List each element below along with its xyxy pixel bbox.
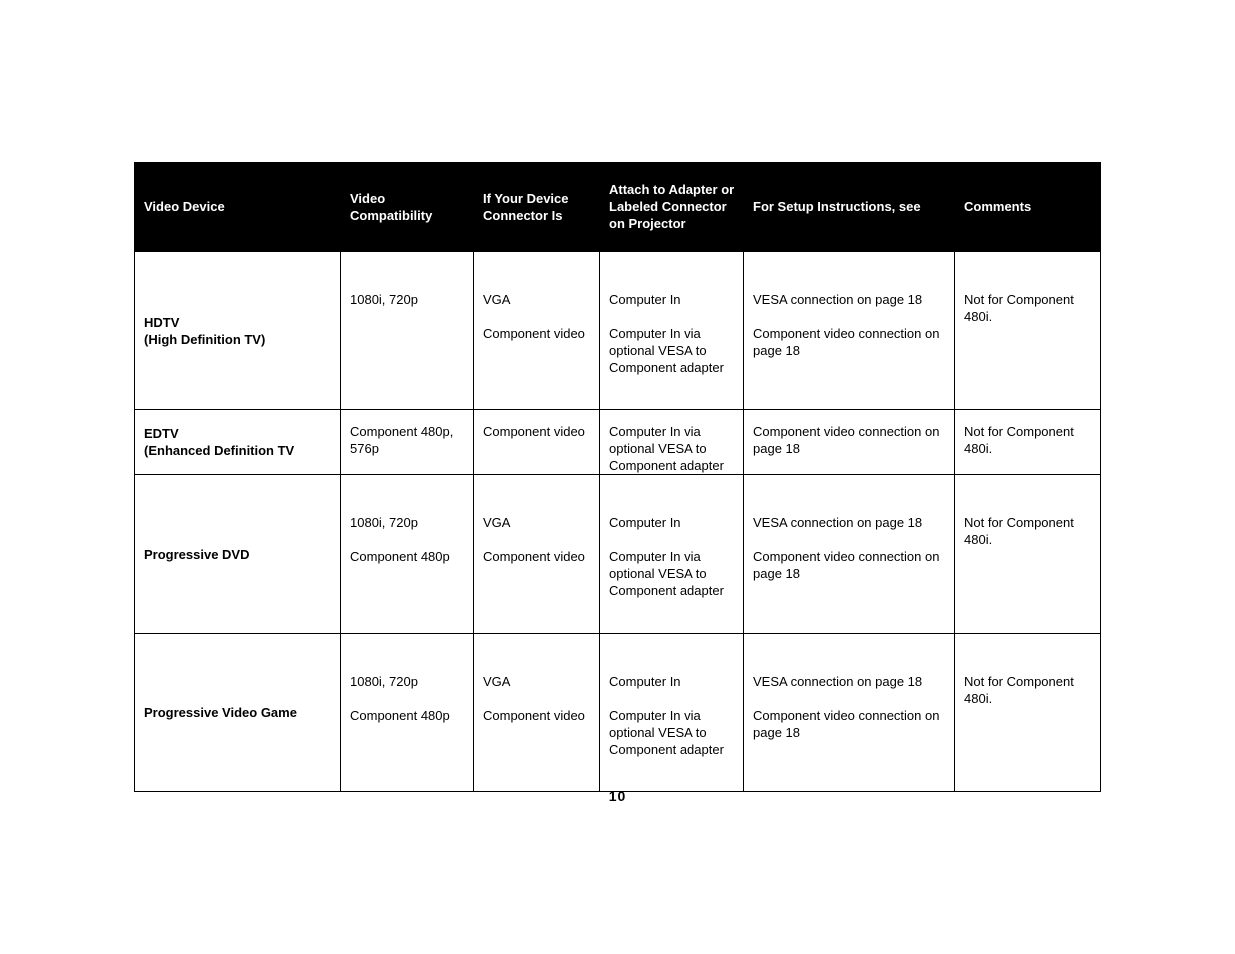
- table-body: [135, 252, 1101, 792]
- device-cell: [135, 634, 341, 792]
- device-name: Progressive Video Game: [144, 705, 297, 720]
- table-row: [135, 252, 1101, 410]
- setup-value: Component video connection on page 18: [753, 549, 940, 581]
- setup-value: Component video connection on page 18: [753, 708, 940, 740]
- comments-cell: Not for Component 480i.: [955, 634, 1101, 792]
- setup-value: VESA connection on page 18: [753, 674, 923, 689]
- attach-cell: [600, 252, 744, 410]
- setup-cell: [744, 252, 955, 410]
- device-cell: [135, 410, 341, 475]
- attach-value: Computer In: [609, 515, 681, 530]
- setup-value: VESA connection on page 18: [753, 515, 923, 530]
- attach-value: Computer In via optional VESA to Component adapter: [609, 424, 724, 473]
- header-comments: Comments: [955, 162, 1101, 252]
- connector-value: Component video: [483, 549, 585, 564]
- attach-cell: [600, 475, 744, 634]
- comments-cell: Not for Component 480i.: [955, 475, 1101, 634]
- header-device-connector: If Your Device Connector Is: [474, 162, 600, 252]
- header-row: [135, 162, 1101, 252]
- connector-cell: [474, 410, 600, 475]
- compatibility-value: 1080i, 720p: [350, 515, 418, 530]
- compatibility-value: 1080i, 720p: [350, 292, 418, 307]
- attach-value: Computer In: [609, 674, 681, 689]
- compatibility-value: 1080i, 720p: [350, 674, 418, 689]
- connector-value: Component video: [483, 326, 585, 341]
- connector-value: Component video: [483, 708, 585, 723]
- device-subtitle: (High Definition TV): [144, 331, 266, 347]
- header-setup-instructions: For Setup Instructions, see: [744, 162, 955, 252]
- compatibility-value: Component 480p: [350, 549, 450, 564]
- connector-cell: [474, 634, 600, 792]
- table-row: [135, 410, 1101, 475]
- device-name: HDTV: [144, 314, 180, 330]
- device-cell: [135, 252, 341, 410]
- page-number: 10: [608, 788, 627, 804]
- device-name: EDTV: [144, 426, 179, 441]
- connector-value: VGA: [483, 292, 511, 307]
- attach-value: Computer In via optional VESA to Component adapter: [609, 549, 724, 598]
- comments-cell: Not for Component 480i.: [955, 252, 1101, 410]
- table-row: [135, 634, 1101, 792]
- header-video-compatibility: Video Compatibility: [341, 162, 474, 252]
- compatibility-cell: [341, 634, 474, 792]
- setup-value: VESA connection on page 18: [753, 292, 923, 307]
- comments-cell: Not for Component 480i.: [955, 410, 1101, 475]
- device-name: Progressive DVD: [144, 546, 250, 562]
- setup-cell: [744, 410, 955, 475]
- compatibility-cell: [341, 410, 474, 475]
- attach-value: Computer In via optional VESA to Component adapter: [609, 708, 724, 757]
- video-device-table: [134, 162, 1101, 792]
- attach-value: Computer In via optional VESA to Component adapter: [609, 326, 724, 375]
- compatibility-value: Component 480p, 576p: [350, 424, 454, 456]
- attach-cell: [600, 410, 744, 475]
- attach-value: Computer In: [609, 292, 681, 307]
- connector-value: VGA: [483, 674, 511, 689]
- setup-cell: [744, 634, 955, 792]
- setup-cell: [744, 475, 955, 634]
- table-row: [135, 475, 1101, 634]
- connector-value: VGA: [483, 515, 511, 530]
- attach-cell: [600, 634, 744, 792]
- header-attach-to-adapter: Attach to Adapter or Labeled Connector on Projector: [600, 162, 744, 252]
- device-subtitle: (Enhanced Definition TV: [144, 443, 295, 458]
- connector-cell: [474, 475, 600, 634]
- device-cell: [135, 475, 341, 634]
- connector-cell: [474, 252, 600, 410]
- table-header: [135, 162, 1101, 252]
- header-video-device: Video Device: [135, 162, 341, 252]
- compatibility-cell: [341, 475, 474, 634]
- compatibility-value: Component 480p: [350, 708, 450, 723]
- connector-value: Component video: [483, 424, 585, 439]
- setup-value: Component video connection on page 18: [753, 326, 940, 358]
- setup-value: Component video connection on page 18: [753, 424, 940, 456]
- compatibility-cell: [341, 252, 474, 410]
